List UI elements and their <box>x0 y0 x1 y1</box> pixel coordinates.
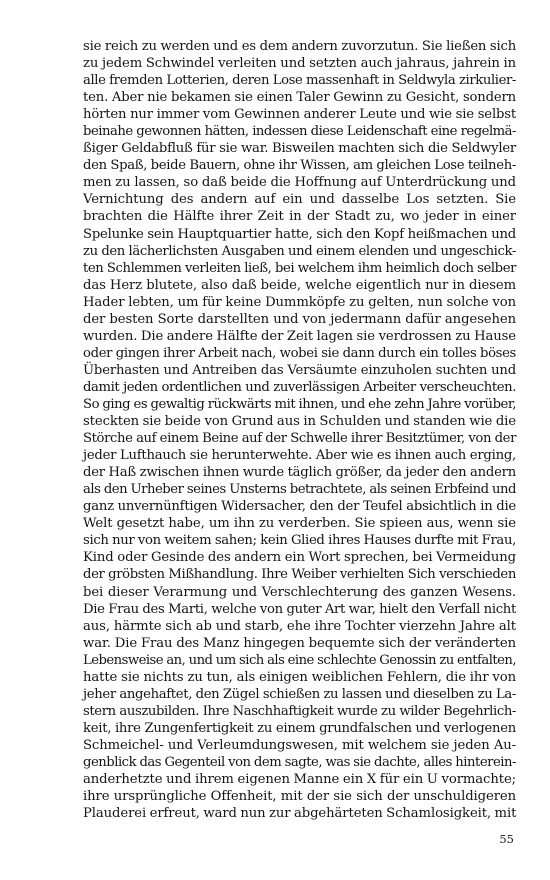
text-line: Plauderei erfreut, ward nun zur abgehärteten Schamlosigkeit, mit <box>83 806 517 822</box>
text-line: ganz unvernünftigen Widersacher, den der Teufel absichtlich in die <box>83 499 516 515</box>
text-line: Kind oder Gesinde des andern ein Wort sprechen, bei Vermeidung <box>83 550 516 566</box>
text-line: alle fremden Lotterien, deren Lose massenhaft in Seldwyla zirkulier- <box>83 73 516 89</box>
text-line: ihre ursprüngliche Offenheit, mit der sie sich der unschuldigeren <box>83 789 516 805</box>
text-line: stern auszubilden. Ihre Naschhaftigkeit wurde zu wilder Begehrlich- <box>83 703 516 719</box>
text-line: oder gingen ihrer Arbeit nach, wobei sie dann durch ein tolles böses <box>83 345 516 361</box>
text-line: Überhasten und Antreiben das Versäumte einzuholen suchten und <box>83 362 516 378</box>
text-line: anderhetzte und ihrem eigenen Manne ein X für ein U vormachte; <box>83 772 516 788</box>
text-line: hatte sie nichts zu tun, als einigen weiblichen Fehlern, die ihr von <box>83 669 516 685</box>
text-line: ten Schlemmen verleiten ließ, bei welchem ihm heimlich doch selber <box>83 260 516 276</box>
text-line: bei dieser Verarmung und Verschlechterung des ganzen Wesens. <box>83 584 516 600</box>
text-line: damit jeden ordentlichen und zuverlässigen Arbeiter verscheuchten. <box>83 379 516 395</box>
text-line: aus, härmte sich ab und starb, ehe ihre Tochter vierzehn Jahre alt <box>83 618 516 634</box>
body-text <box>83 38 516 822</box>
text-line: der besten Sorte darstellten und von jedermann dafür angesehen <box>83 311 516 327</box>
text-line: sich nur von weitem sahen; kein Glied ihres Hauses durfte mit Frau, <box>83 533 516 549</box>
text-line: Die Frau des Marti, welche von guter Art war, hielt den Verfall nicht <box>83 601 516 617</box>
text-line: beinahe gewonnen hätten, indessen diese Leidenschaft eine regelmä- <box>83 124 516 140</box>
text-line: Hader lebten, um für keine Dummköpfe zu gelten, nun solche von <box>83 294 516 310</box>
text-line: war. Die Frau des Manz hingegen bequemte sich der veränderten <box>83 635 516 651</box>
text-line: sie reich zu werden und es dem andern zuvorzutun. Sie ließen sich <box>83 39 516 54</box>
text-line: wurden. Die andere Hälfte der Zeit lagen sie verdrossen zu Hause <box>83 328 516 344</box>
text-line: Welt gesetzt habe, um ihn zu verderben. Sie spieen aus, wenn sie <box>83 516 516 532</box>
text-line: Lebensweise an, und um sich als eine schlechte Genossin zu entfalten, <box>83 652 516 668</box>
text-line: der Haß zwischen ihnen wurde täglich größer, da jeder den andern <box>83 465 516 481</box>
text-line: als den Urheber seines Unsterns betrachtete, als seinen Erbfeind und <box>83 482 516 498</box>
text-line: Schmeichel- und Verleumdungswesen, mit welchem sie jeden Au- <box>83 737 516 753</box>
text-line: keit, ihre Zungenfertigkeit zu einem grundfalschen und verlogenen <box>83 720 516 736</box>
text-line: ßiger Geldabfluß für sie war. Bisweilen machten sich die Seldwyler <box>83 141 516 157</box>
text-line: der gröbsten Mißhandlung. Ihre Weiber verhielten Sich verschieden <box>83 567 516 583</box>
text-line: Spelunke sein Hauptquartier hatte, sich den Kopf heißmachen und <box>83 226 516 242</box>
text-line: So ging es gewaltig rückwärts mit ihnen, und ehe zehn Jahre vorüber, <box>83 396 516 412</box>
text-line: men zu lassen, so daß beide die Hoffnung auf Unterdrückung und <box>83 175 516 191</box>
text-line: jeder Lufthauch sie herunterwehte. Aber wie es ihnen auch erging, <box>83 448 516 464</box>
text-line: ten. Aber nie bekamen sie einen Taler Gewinn zu Gesicht, sondern <box>83 90 516 106</box>
text-line: den Spaß, beide Bauern, ohne ihr Wissen, am gleichen Lose teilneh- <box>83 158 516 174</box>
text-line: brachten die Hälfte ihrer Zeit in der Stadt zu, wo jeder in einer <box>83 209 516 225</box>
text-line: genblick das Gegenteil von dem sagte, was sie dachte, alles hinterein- <box>83 754 516 770</box>
text-line: das Herz blutete, also daß beide, welche eigentlich nur in diesem <box>83 277 516 293</box>
text-line: jeher angehaftet, den Zügel schießen zu lassen und dieselben zu La- <box>83 686 516 702</box>
text-line: zu den lächerlichsten Ausgaben und einem elenden und ungeschick- <box>83 243 516 259</box>
text-line: steckten sie beide von Grund aus in Schulden und standen wie die <box>83 414 516 430</box>
text-line: Störche auf einem Beine auf der Schwelle ihrer Besitztümer, von der <box>83 431 516 447</box>
text-line: Vernichtung des andern auf ein und dasselbe Los setzten. Sie <box>83 192 516 208</box>
text-line: zu jedem Schwindel verleiten und setzten auch jahraus, jahrein in <box>83 56 516 72</box>
text-line: hörten nur immer vom Gewinnen anderer Leute und wie sie selbst <box>83 107 516 123</box>
page-number: 55 <box>499 832 514 846</box>
